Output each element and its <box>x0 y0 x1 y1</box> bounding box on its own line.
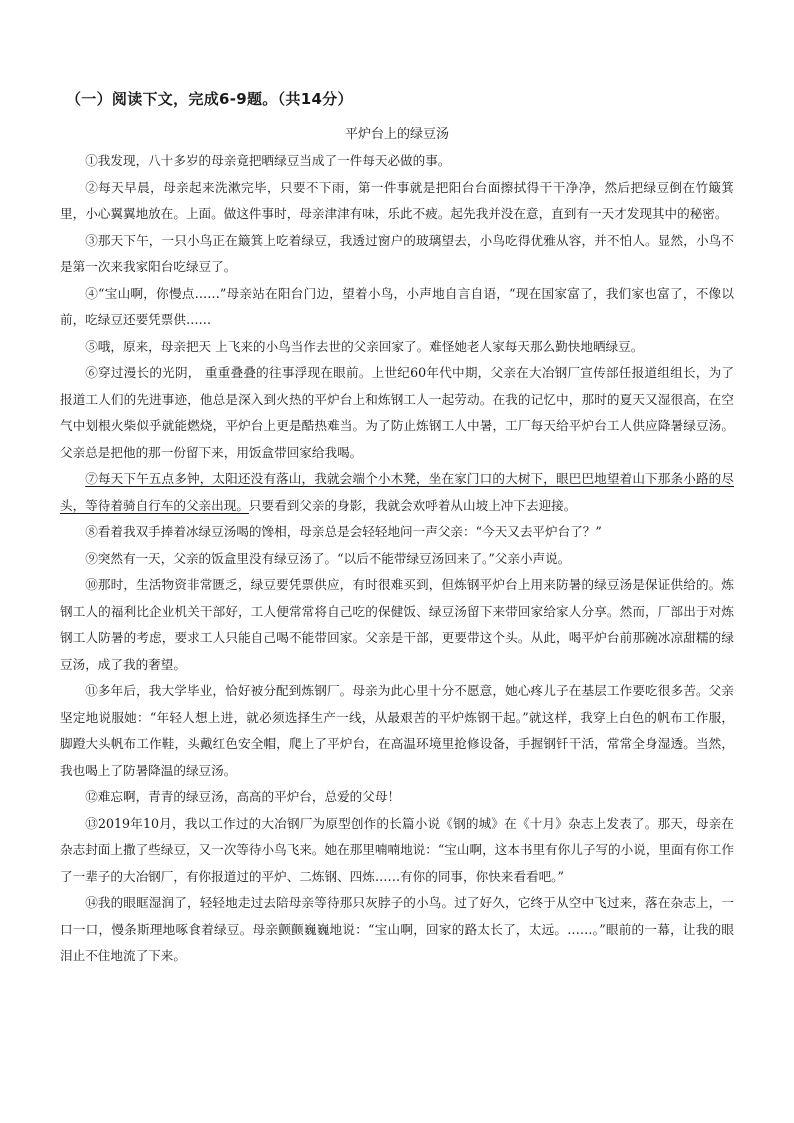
paragraph-6: ⑥穿过漫长的光阴， 重重叠叠的往事浮现在眼前。上世纪60年代中期，父亲在大冶钢厂宣传部任报道组组长，为了报道工人们的先进事迹，他总是深入到火热的平炉台上和炼钢工人一起劳动。在我的记忆中，那时的夏天又湿很高，在空气中划根火柴似乎就能燃烧，平炉台上更是酷热难当。为了防止炼钢工人中暑，工厂每天给平炉台工人供应降暑绿豆汤。父亲总是把他的那一份留下来，用饭盒带回家给我喝。 <box>60 365 734 460</box>
paragraph-11: ⑪多年后，我大学毕业，恰好被分配到炼钢厂。母亲为此心里十分不愿意，她心疼儿子在基层工作要吃很多苦。父亲坚定地说服她：“年轻人想上进，就必须选择生产一线，从最艰苦的平炉炼钢干起。”就这样，我穿上白色的帆布工作服，脚蹬大头帆布工作鞋，头戴红色安全帽，爬上了平炉台，在高温环境里抢修设备，手握钢钎干活，常常全身湿透。当然，我也喝上了防暑降温的绿豆汤。 <box>60 683 734 778</box>
paragraph-8: ⑧看着我双手捧着冰绿豆汤喝的馋相，母亲总是会轻轻地问一声父亲：“今天又去平炉台了？” <box>85 524 602 539</box>
article-title: 平炉台上的绿豆汤 <box>344 127 449 142</box>
section-heading: （一）阅读下文，完成6-9题。（共14分） <box>66 90 353 108</box>
article-body <box>60 148 734 970</box>
paragraph-3: ③那天下午，一只小鸟正在簸箕上吃着绿豆，我透过窗户的玻璃望去，小鸟吃得优雅从容，并不怕人。显然，小鸟不是第一次来我家阳台吃绿豆了。 <box>60 232 734 274</box>
paragraph-7 <box>60 466 734 519</box>
paragraph-4: ④“宝山啊，你慢点……”母亲站在阳台门边，望着小鸟，小声地自言自语，“现在国家富了，我们家也富了，不像以前，吃绿豆还要凭票供…… <box>60 285 734 327</box>
paragraph-14: ⑭我的眼眶湿润了，轻轻地走过去陪母亲等待那只灰脖子的小鸟。过了好久，它终于从空中飞过来，落在杂志上，一口一口，慢条斯理地啄食着绿豆。母亲颤颤巍巍地说：“宝山啊，回家的路太长了，太远。……。”眼前的一幕，让我的眼泪止不住地流了下来。 <box>60 895 734 963</box>
underlined-sentence: ⑦每天下午五点多钟，太阳还没有落山，我就会端个小木凳，坐在家门口的大树下，眼巴巴地望着山下那条小路的尽头，等待着骑自行车的父亲出现。 <box>60 471 734 513</box>
paragraph-10: ⑩那时，生活物资非常匮乏，绿豆要凭票供应，有时很难买到，但炼钢平炉台上用来防暑的绿豆汤是保证供给的。炼钢工人的福利比企业机关干部好，工人便常常将自己吃的保健饭、绿豆汤留下来带回家给家人分享。然而，厂部出于对炼钢工人防暑的考虑，要求工人只能自己喝不能带回家。父亲是干部，更要带这个头。从此，喝平炉台前那碗冰凉甜糯的绿豆汤，成了我的奢望。 <box>60 577 734 672</box>
paragraph-12: ⑫难忘啊，青青的绿豆汤，高高的平炉台，总爱的父母！ <box>85 789 401 804</box>
paragraph-1: ①我发现，八十多岁的母亲竟把晒绿豆当成了一件每天必做的事。 <box>85 153 451 168</box>
paragraph-13: ⑬2019年10月，我以工作过的大冶钢厂为原型创作的长篇小说《钢的城》在《十月》杂志上发表了。那天，母亲在杂志封面上撒了些绿豆，又一次等待小鸟飞来。她在那里喃喃地说：“宝山啊，这本书里有你儿子写的小说，里面有你工作了一辈子的大冶钢厂，有你报道过的平炉、二炼钢、四炼……有你的同事，你快来看看吧。” <box>60 815 734 884</box>
paragraph-9: ⑨突然有一天，父亲的饭盒里没有绿豆汤了。“以后不能带绿豆汤回来了。”父亲小声说。 <box>85 550 571 566</box>
paragraph-5: ⑤哦，原来，母亲把天 上飞来的小鸟当作去世的父亲回家了。难怪她老人家每天那么勤快地晒绿豆。 <box>85 338 644 354</box>
paragraph-7-rest: 只要看到父亲的身影，我就会欢呼着从山坡上冲下去迎接。 <box>248 497 577 513</box>
paragraph-2: ②每天早晨，母亲起来洗漱完毕，只要不下雨，第一件事就是把阳台台面擦拭得干干净净，然后把绿豆倒在竹簸箕里，小心翼翼地放在。上面。做这件事时，母亲津津有味，乐此不疲。起先我并没在意，直到有一天才发现其中的秘密。 <box>60 179 734 221</box>
